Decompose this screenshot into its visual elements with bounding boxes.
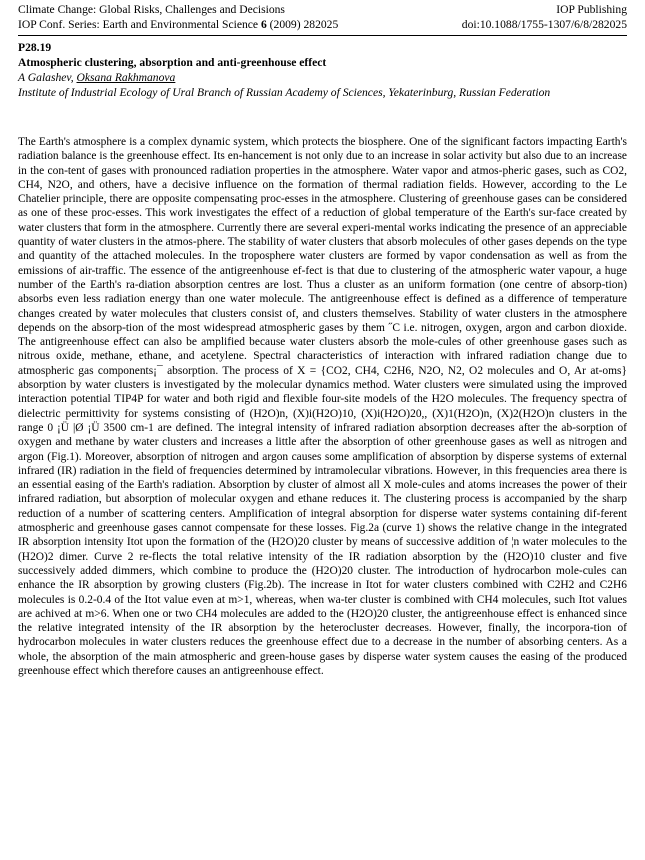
abstract-body: The Earth's atmosphere is a complex dynamic system, which protects the biosphere. One of the significant factors impacting Earth's radiation balance is the greenhouse effect. Its en-hancement is not only due to an increase in solar activity but also due to an increase in the con-tent of gases with pronounced radiation properties in the atmosphere. Water vapor and atmos-pheric gases, such as CO2, CH4, N2O, and others, have a decisive influence on the formation of thermal radiation fields. However, according to the Le Chatelier principle, there are opposite compensating proc-esses in the atmosphere. Clustering of greenhouse gases can be considered as one of these proc-esses. This work investigates the effect of a reduction of global temperature of the Earth's sur-face created by water clusters that form in the atmosphere. Currently there are several experi-mental works indicating the presence of an appreciable quantity of water clusters in the atmos-phere. The stability of water clusters that absorb molecules of other gases depends on the type and quantity of the attached molecules. In the troposphere water clusters are formed by vapor condensation as well as from the emissions of air-traffic. The essence of the antigreenhouse ef-fect is that due to clustering of the atmospheric water vapour, a huge number of the Earth's ra-diation absorption centres are lost. Thus a cluster as an uniform formation (one centre of absorp-tion) absorbs even less radiation energy than one water molecule. The antigreenhouse effect is defined as a difference of temperature changes created by water molecules that clusters consist of, and clusters themselves. Stability of water clusters in the atmosphere depends on the absorp-tion of the most widespread atmospheric gases by them ˝C i.e. nitrogen, oxygen, argon and carbon dioxide. The antigreenhouse effect can also be amplified because water clusters absorb the mole-cules of other greenhouse gases such as nitrous oxide, methane, ethane, and acetylene. Spectral characteristics of interaction with infrared radiation change due to atmospheric gas components¡¯ absorption. The process of X = {CO2, CH4, C2H6, N2O, N2, O2 molecules and O, Ar at-oms} absorption by water clusters is investigated by the molecular dynamics method. Water clusters were simulated using the improved interaction potential TIP4P for water and both rigid and flexible four-site models of the H2O molecules. The frequency spectra of dielectric permittivity for systems consisting of (H2O)n, (X)i(H2O)10, (X)i(H2O)20,, (X)1(H2O)n, (X)2(H2O)n clusters in the range 0 ¡Ü |Ø ¡Ü 3500 cm-1 are defined. The integral intensity of infrared radiation absorption decreases after the ab-sorption of oxygen and methane by water clusters and increases a little after the absorption of other greenhouse gases as well as nitrogen and argon (Fig.1). Moreover, absorption of nitrogen and argon causes some amplification of absorption by disperse systems of external infrared (IR) radiation in the field of frequencies determined by intramolecular vibrations. However, in this frequencies area there is an essential easing of the Earth's radiation. Absorption by cluster of almost all X mole-cules and atoms increases the power of their infrared radiation, but absorption of molecular oxygen and ethane reduces it. The clustering process is accompanied by the sharp reduction of a number of scattering centers. Amplification of integral absorption for disperse water systems containing dif-ferent atmospheric and greenhouse gases cannot compensate for these losses. Fig.2a (curve 1) shows the relative change in the integrated IR absorption intensity Itot upon the formation of the (H2O)20 cluster by means of successive addition of ¦n water molecules to the (H2O)2 dimer. Curve 2 re-flects the total relative intensity of the IR radiation absorption by the (H2O)10 cluster and five successively added dimmers, which combine to produce the (H2O)20 cluster. The introduction of hydrocarbon mole-cules can enhance the IR absorption by growing clusters (Fig.2b). The increase in Itot for water clusters combined with C2H2 and C2H6 molecules is 0.2-0.4 of the Itot value even at m>1, whereas, when wa-ter cluster is combined with CH4 molecules, such Itot values are achived at m>6. When one or two CH4 molecules are added to the (H2O)20 cluster, the antigreenhouse effect is enhanced since the relative integrated intensity of the IR absorption by the heterocluster decreases. However, finally, the incorpora-tion of hydrocarbon molecules in water clusters reduces the greenhouse effect due to a decrease in the number of absorbing centers. As a whole, the absorption of the main atmospheric and green-house gases by disperse water system causes the easing of the produced greenhouse effect which therefore causes an antigreenhouse effect. xyxy=(18,136,627,677)
paper-title: Atmospheric clustering, absorption and anti-greenhouse effect xyxy=(18,56,327,69)
volume-number: 6 xyxy=(260,18,267,31)
authors xyxy=(18,70,627,85)
author-1: A Galashev, xyxy=(18,71,77,84)
conference-name: Climate Change: Global Risks, Challenges and Decisions xyxy=(18,3,285,16)
doi: doi:10.1088/1755-1307/6/8/282025 xyxy=(461,18,627,31)
paper-heading xyxy=(18,40,627,100)
paper-code: P28.19 xyxy=(18,41,52,54)
publisher-name: IOP Publishing xyxy=(556,3,627,16)
running-header xyxy=(18,2,627,32)
header-divider xyxy=(18,35,627,36)
series-citation xyxy=(18,17,338,32)
author-2: Oksana Rakhmanova xyxy=(76,71,176,84)
series-suffix: (2009) 282025 xyxy=(266,18,339,31)
affiliation: Institute of Industrial Ecology of Ural Branch of Russian Academy of Sciences, Yekaterinburg, Russian Federation xyxy=(18,86,551,99)
series-prefix: IOP Conf. Series: Earth and Environmental Science xyxy=(18,18,261,31)
